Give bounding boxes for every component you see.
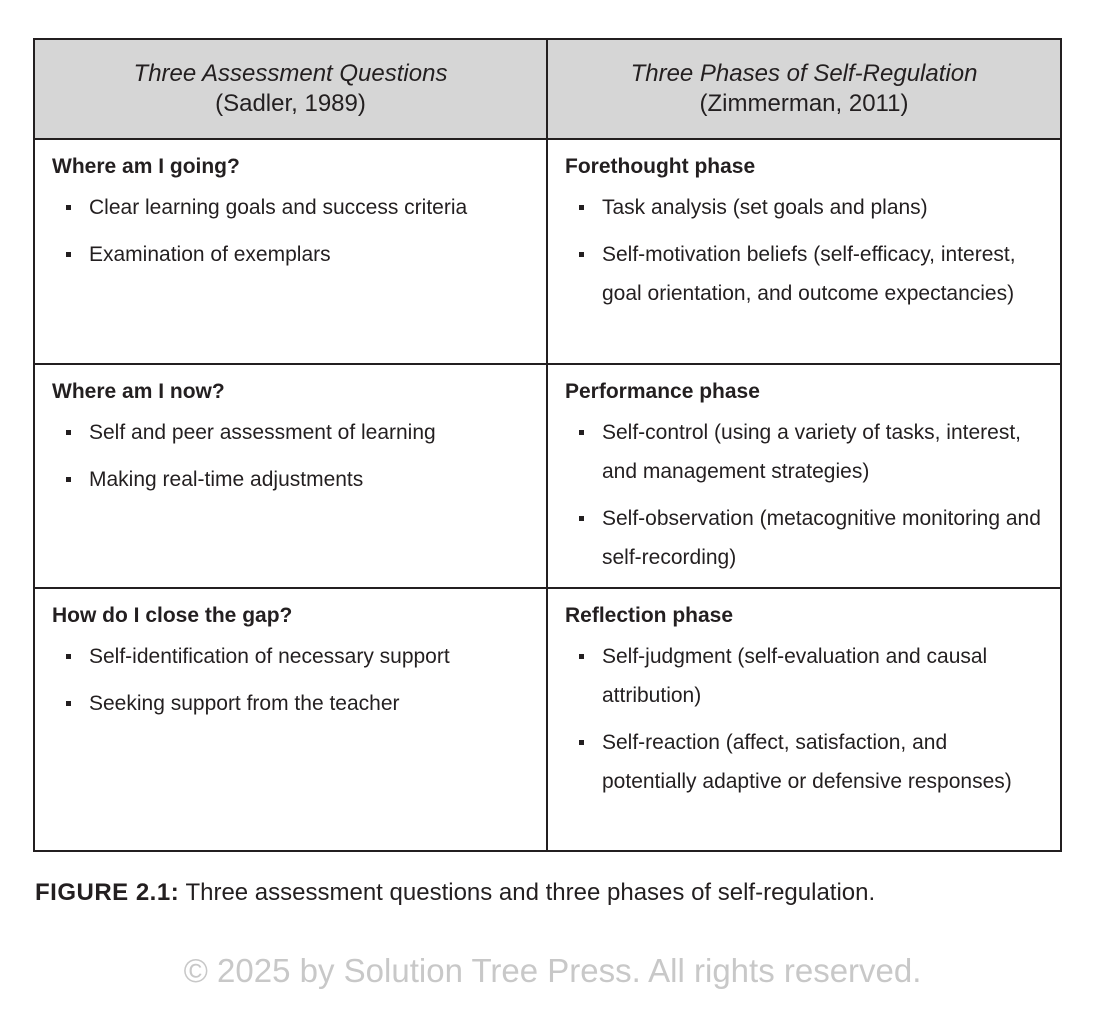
list-item <box>585 637 1044 715</box>
list-item-text: Examination of exemplars <box>89 243 331 266</box>
list-item-text: Making real-time adjustments <box>89 468 364 491</box>
table-row <box>34 588 1061 851</box>
bullet-list <box>565 188 1044 313</box>
list-item-text: Self-control (using a variety of tasks, interest, and management strategies) <box>602 421 1022 483</box>
header-title: Three Assessment Questions <box>133 60 448 87</box>
list-item <box>72 235 530 274</box>
bullet-list <box>52 188 530 274</box>
figure-label: FIGURE 2.1: <box>35 879 180 906</box>
square-bullet-icon <box>579 654 584 659</box>
phase-cell <box>547 588 1061 851</box>
square-bullet-icon <box>66 477 71 482</box>
square-bullet-icon <box>66 701 71 706</box>
question-cell <box>34 139 547 364</box>
list-item <box>72 188 530 227</box>
list-item <box>72 684 530 723</box>
square-bullet-icon <box>66 654 71 659</box>
square-bullet-icon <box>66 252 71 257</box>
square-bullet-icon <box>579 516 584 521</box>
question-cell <box>34 364 547 588</box>
phase-heading: Performance phase <box>565 380 760 403</box>
list-item-text: Self-judgment (self-evaluation and causal attribution) <box>602 645 988 707</box>
list-item <box>585 235 1044 313</box>
list-item-text: Task analysis (set goals and plans) <box>602 196 928 219</box>
list-item-text: Self and peer assessment of learning <box>89 421 436 444</box>
phase-cell <box>547 364 1061 588</box>
square-bullet-icon <box>579 430 584 435</box>
figure-caption <box>35 874 875 912</box>
list-item <box>585 499 1044 577</box>
bullet-list <box>565 413 1044 577</box>
table-row <box>34 364 1061 588</box>
phase-heading: Forethought phase <box>565 155 756 178</box>
list-item-text: Self-observation (metacognitive monitoring and self-recording) <box>602 507 1041 569</box>
header-cell-assessment-questions <box>34 39 547 139</box>
square-bullet-icon <box>579 205 584 210</box>
bullet-list <box>565 637 1044 801</box>
header-row <box>34 39 1061 139</box>
list-item <box>72 413 530 452</box>
list-item <box>72 637 530 676</box>
bullet-list <box>52 413 530 499</box>
list-item <box>585 723 1044 801</box>
square-bullet-icon <box>66 205 71 210</box>
list-item-text: Self-motivation beliefs (self-efficacy, interest, goal orientation, and outcome expectancies) <box>602 243 1016 305</box>
square-bullet-icon <box>66 430 71 435</box>
list-item-text: Seeking support from the teacher <box>89 692 400 715</box>
header-cell-self-regulation-phases <box>547 39 1061 139</box>
table-row <box>34 139 1061 364</box>
copyright-notice: © 2025 by Solution Tree Press. All rights reserved. <box>183 952 922 989</box>
phase-heading: Reflection phase <box>565 604 734 627</box>
list-item <box>72 460 530 499</box>
question-heading: How do I close the gap? <box>52 604 293 627</box>
header-citation: (Sadler, 1989) <box>215 90 366 117</box>
list-item <box>585 413 1044 491</box>
question-heading: Where am I now? <box>52 380 225 403</box>
list-item-text: Self-reaction (affect, satisfaction, and potentially adaptive or defensive responses) <box>602 731 1012 793</box>
list-item-text: Self-identification of necessary support <box>89 645 450 668</box>
square-bullet-icon <box>579 252 584 257</box>
question-heading: Where am I going? <box>52 155 240 178</box>
square-bullet-icon <box>579 740 584 745</box>
list-item <box>585 188 1044 227</box>
caption-text: Three assessment questions and three phases of self-regulation. <box>179 879 876 906</box>
bullet-list <box>52 637 530 723</box>
phase-cell <box>547 139 1061 364</box>
question-cell <box>34 588 547 851</box>
list-item-text: Clear learning goals and success criteria <box>89 196 468 219</box>
header-title: Three Phases of Self-Regulation <box>630 60 978 87</box>
header-citation: (Zimmerman, 2011) <box>699 90 909 117</box>
figure-table <box>33 38 1062 852</box>
